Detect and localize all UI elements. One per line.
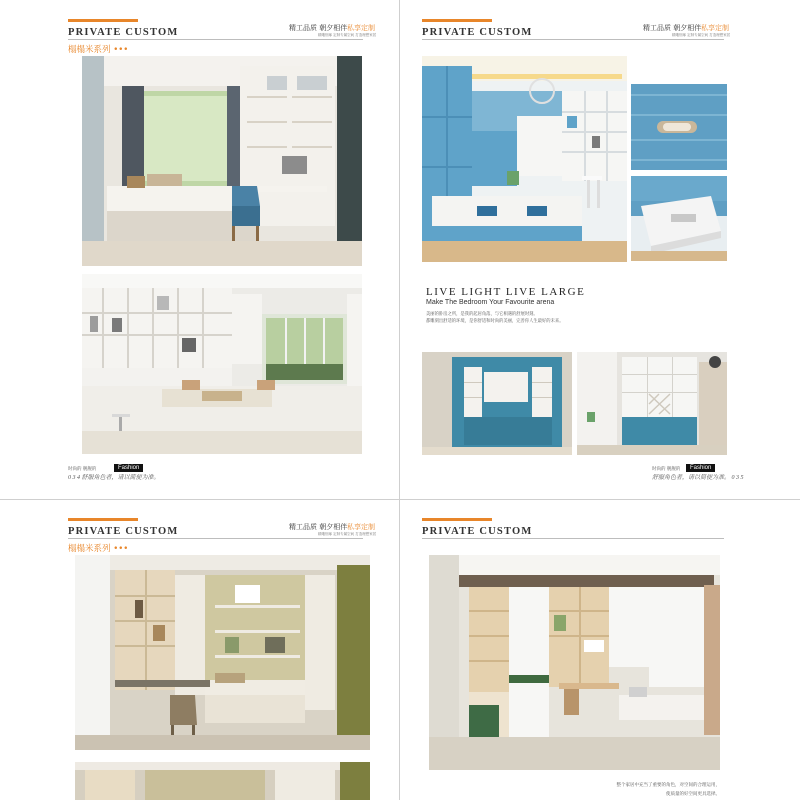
tagline-custom: 私享定制 [347, 24, 375, 32]
header-accent-bar [422, 19, 492, 22]
catalog-page-035 [400, 0, 800, 499]
wood-white-cabinet-wall-photo [429, 555, 720, 770]
tagline-sub: 精雕细琢 定制专属空间 打造理想家居 [672, 33, 731, 37]
photo-caption-line-2: 使质量的好空间更具选择。 [666, 792, 720, 797]
series-label: 榻榻米系列 ••• [68, 544, 129, 554]
wall-cabinet-tatami-photo [82, 274, 362, 454]
wood-study-nook-photo [75, 555, 370, 750]
live-large-title: LIVE LIGHT LIVE LARGE [426, 286, 586, 298]
wood-cabinet-photo-cropped [75, 762, 370, 800]
tagline-sub: 精雕细琢 定制专属空间 打造理想家居 [318, 532, 377, 536]
page-number-footer: 0 3 4 舒服角色者，请以简便为准。 [68, 475, 160, 481]
brand-title: PRIVATE CUSTOM [422, 526, 533, 537]
drawer-detail-photo [631, 176, 727, 261]
catalog-page-037 [400, 500, 800, 800]
brand-title: PRIVATE CUSTOM [422, 27, 533, 38]
tatami-study-photo [82, 56, 362, 266]
series-label: 榻榻米系列 ••• [68, 45, 129, 55]
header-rule [422, 39, 724, 40]
photo-caption-line-1: 整个家居中充当了重要的角色，对空间的合理运用， [616, 783, 720, 788]
intro-body-line-2: 都雕刻出舒适的环境，是你舒适和时尚的美丽，完善你人生最好的未来。 [426, 319, 564, 324]
catalog-page-036 [0, 500, 399, 800]
page-number-footer: 舒服角色者，请以简便为准。 0 3 5 [652, 475, 744, 481]
footer-label: 时尚的 舰舰的 [652, 467, 681, 472]
header-rule [422, 538, 724, 539]
intro-body-line-1: 美丽的卧房之所，是我的起居角落，与它相遇的舒展时刻。 [426, 312, 538, 317]
header-rule [68, 538, 363, 539]
tagline-sub: 精雕细琢 定制专属空间 打造理想家居 [318, 33, 377, 37]
tagline-quality: 精工品质 朝夕相伴 [289, 523, 348, 531]
header-accent-bar [68, 19, 138, 22]
wine-rack-cabinet-photo [577, 352, 727, 455]
blue-wardrobe-bedroom-photo [422, 56, 627, 262]
tagline-quality: 精工品质 朝夕相伴 [643, 24, 702, 32]
header-rule [68, 39, 363, 40]
footer-label: 时尚的 舰舰的 [68, 467, 97, 472]
tagline-quality: 精工品质 朝夕相伴 [289, 24, 348, 32]
live-large-subtitle: Make The Bedroom Your Favourite arena [426, 299, 555, 306]
header-accent-bar [422, 518, 492, 521]
brand-title: PRIVATE CUSTOM [68, 526, 179, 537]
brand-title: PRIVATE CUSTOM [68, 27, 179, 38]
catalog-page-034 [0, 0, 399, 499]
fashion-badge: Fashion [686, 464, 715, 472]
handle-detail-photo [631, 84, 727, 170]
tagline-custom: 私享定制 [347, 523, 375, 531]
teal-cabinet-photo [422, 352, 572, 455]
tagline-custom: 私享定制 [701, 24, 729, 32]
fashion-badge: Fashion [114, 464, 143, 472]
header-accent-bar [68, 518, 138, 521]
